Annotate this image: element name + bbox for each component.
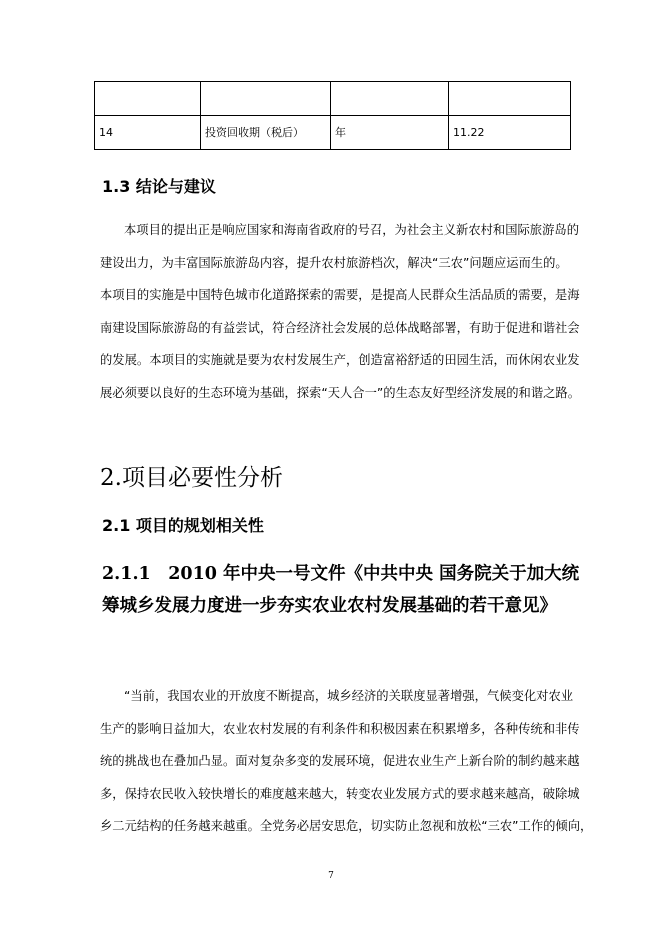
heading-line: 筹城乡发展力度进一步夯实农业农村发展基础的若干意见》 — [102, 596, 557, 616]
table-cell — [449, 82, 571, 116]
section-heading-2-1: 2.1 项目的规划相关性 — [102, 516, 264, 535]
section-heading-2-1-1 — [102, 558, 582, 622]
paragraph-line: 建设出力，为丰富国际旅游岛内容，提升农村旅游档次，解决“三农”问题应运而生的。 — [100, 255, 568, 270]
paragraph-line: 的发展。本项目的实施就是要为农村发展生产，创造富裕舒适的田园生活，而休闲农业发 — [100, 353, 580, 368]
table-cell-unit: 年 — [331, 116, 449, 150]
paragraph-conclusion — [100, 214, 581, 410]
chapter-heading-2: 2.项目必要性分析 — [100, 465, 283, 491]
paragraph-line: 乡二元结构的任务越来越重。全党务必居安思危，切实防止忽视和放松“三农”工作的倾向， — [100, 819, 593, 834]
table-cell — [331, 82, 449, 116]
table-cell — [95, 82, 201, 116]
table-row — [95, 82, 571, 116]
paragraph-line: 本项目的提出正是响应国家和海南省政府的号召，为社会主义新农村和国际旅游岛的 — [124, 223, 579, 237]
table-cell-value: 11.22 — [449, 116, 571, 150]
paragraph-line: 统的挑战也在叠加凸显。面对复杂多变的发展环境，促进农业生产上新台阶的制约越来越 — [100, 754, 580, 769]
paragraph-line: “当前，我国农业的开放度不断提高，城乡经济的关联度显著增强，气候变化对农业 — [124, 689, 574, 703]
table-cell-index: 14 — [95, 116, 201, 150]
table-row — [95, 116, 571, 150]
heading-line: 2.1.1 2010 年中央一号文件《中共中央 国务院关于加大统 — [102, 564, 580, 584]
paragraph-line: 展必须要以良好的生态环境为基础，探索“天人合一”的生态友好型经济发展的和谐之路。 — [100, 385, 581, 400]
paragraph-quote — [100, 680, 593, 843]
paragraph-line: 多，保持农民收入较快增长的难度越来越大，转变农业发展方式的要求越来越高，破除城 — [100, 786, 580, 801]
paragraph-line: 本项目的实施是中国特色城市化道路探索的需要，是提高人民群众生活品质的需要，是海 — [100, 288, 580, 303]
data-table — [94, 81, 571, 150]
table-cell-item: 投资回收期（税后） — [201, 116, 331, 150]
table-cell — [201, 82, 331, 116]
paragraph-line: 生产的影响日益加大，农业农村发展的有利条件和积极因素在积累增多，各种传统和非传 — [100, 721, 580, 736]
page-number: 7 — [328, 871, 334, 881]
paragraph-line: 南建设国际旅游岛的有益尝试，符合经济社会发展的总体战略部署，有助于促进和谐社会 — [100, 320, 580, 335]
section-heading-1-3: 1.3 结论与建议 — [102, 177, 216, 196]
